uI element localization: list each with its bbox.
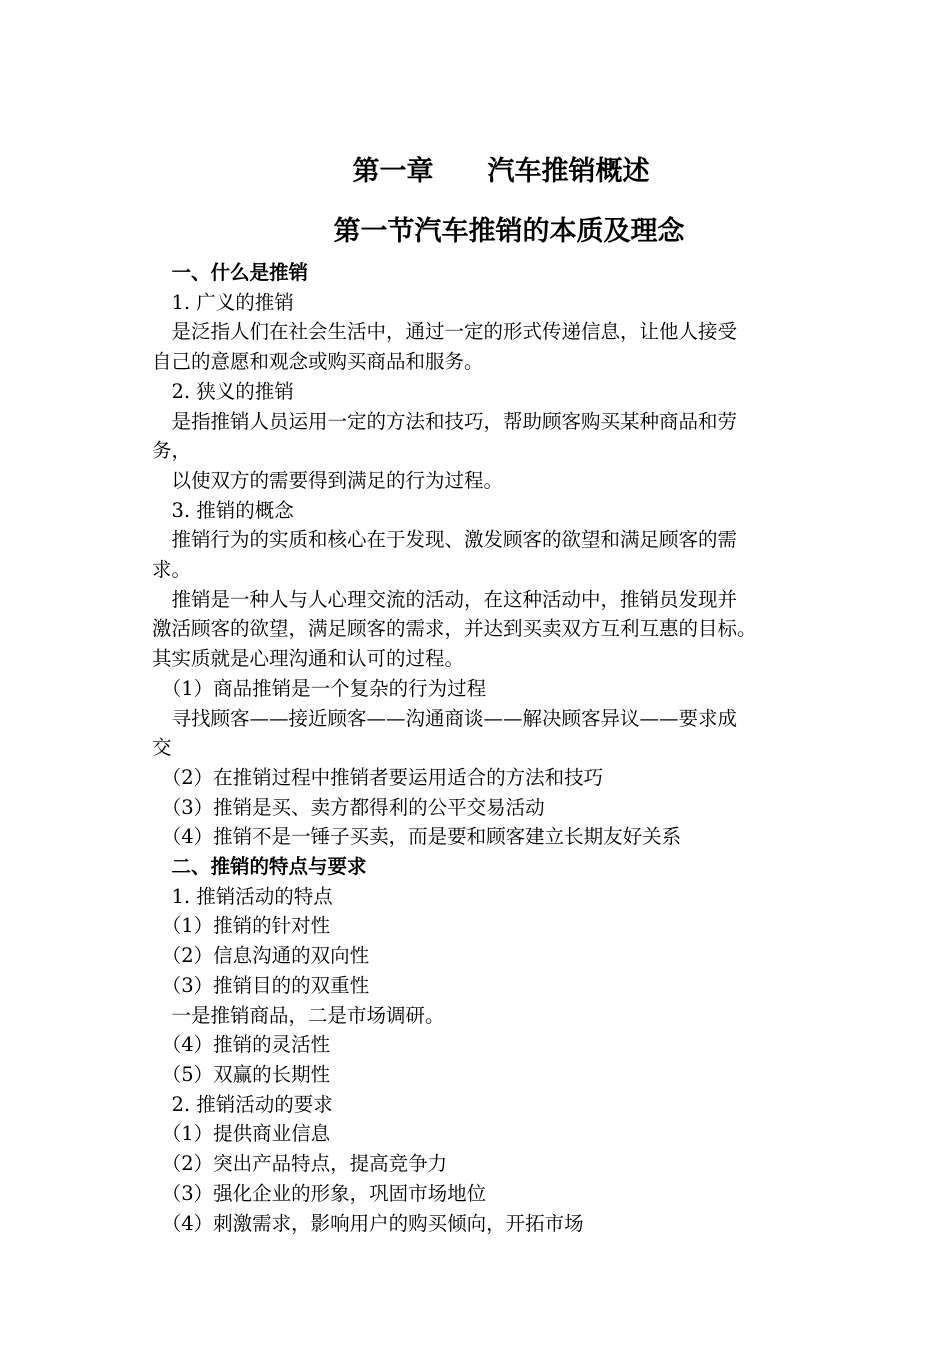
paragraph-line: 自己的意愿和观念或购买商品和服务。 (152, 350, 484, 374)
paragraph-line: 1. 推销活动的特点 (152, 884, 333, 908)
paragraph-line: （4）刺激需求，影响用户的购买倾向，开拓市场 (152, 1211, 584, 1235)
paragraph-line: （1）商品推销是一个复杂的行为过程 (152, 676, 487, 700)
paragraph-line: （2）突出产品特点，提高竞争力 (152, 1152, 448, 1176)
paragraph-line: （3）推销目的的双重性 (152, 973, 370, 997)
paragraph-line: 3. 推销的概念 (152, 498, 294, 522)
section-heading: 一、什么是推销 (152, 261, 309, 284)
paragraph-line: 激活顾客的欲望，满足顾客的需求，并达到买卖双方互利互惠的目标。 (152, 617, 757, 641)
paragraph-line: （2）在推销过程中推销者要运用适合的方法和技巧 (152, 765, 604, 789)
paragraph-line: 其实质就是心理沟通和认可的过程。 (152, 647, 465, 671)
section-heading: 二、推销的特点与要求 (152, 855, 367, 879)
paragraph-line: 是泛指人们在社会生活中，通过一定的形式传递信息，让他人接受 (152, 320, 738, 344)
paragraph-line: （3）强化企业的形象，巩固市场地位 (152, 1181, 487, 1205)
chapter-title: 第一章 汽车推销概述 (352, 156, 650, 187)
section-title: 第一节汽车推销的本质及理念 (333, 216, 685, 247)
paragraph-line: （2）信息沟通的双向性 (152, 944, 370, 968)
paragraph-line: （1）提供商业信息 (152, 1122, 331, 1146)
paragraph-line: （3）推销是买、卖方都得利的公平交易活动 (152, 795, 545, 819)
paragraph-line: 一是推销商品，二是市场调研。 (152, 1003, 445, 1027)
paragraph-line: （1）推销的针对性 (152, 914, 331, 938)
paragraph-line: 以使双方的需要得到满足的行为过程。 (152, 468, 504, 492)
paragraph-line: 寻找顾客——接近顾客——沟通商谈——解决顾客异议——要求成 (152, 706, 738, 730)
paragraph-line: 2. 推销活动的要求 (152, 1092, 333, 1116)
paragraph-line: （5）双赢的长期性 (152, 1062, 331, 1086)
paragraph-line: 务， (152, 439, 192, 463)
paragraph-line: 求。 (152, 558, 192, 582)
paragraph-line: 1. 广义的推销 (152, 290, 294, 314)
paragraph-line: （4）推销不是一锤子买卖，而是要和顾客建立长期友好关系 (152, 825, 682, 849)
paragraph-line: 2. 狭义的推销 (152, 379, 294, 403)
paragraph-line: 交 (152, 736, 172, 760)
paragraph-line: 推销行为的实质和核心在于发现、激发顾客的欲望和满足顾客的需 (152, 528, 738, 552)
paragraph-line: （4）推销的灵活性 (152, 1033, 331, 1057)
paragraph-line: 是指推销人员运用一定的方法和技巧，帮助顾客购买某种商品和劳 (152, 409, 738, 433)
paragraph-line: 推销是一种人与人心理交流的活动，在这种活动中，推销员发现并 (152, 587, 738, 611)
document-body (152, 258, 852, 1238)
